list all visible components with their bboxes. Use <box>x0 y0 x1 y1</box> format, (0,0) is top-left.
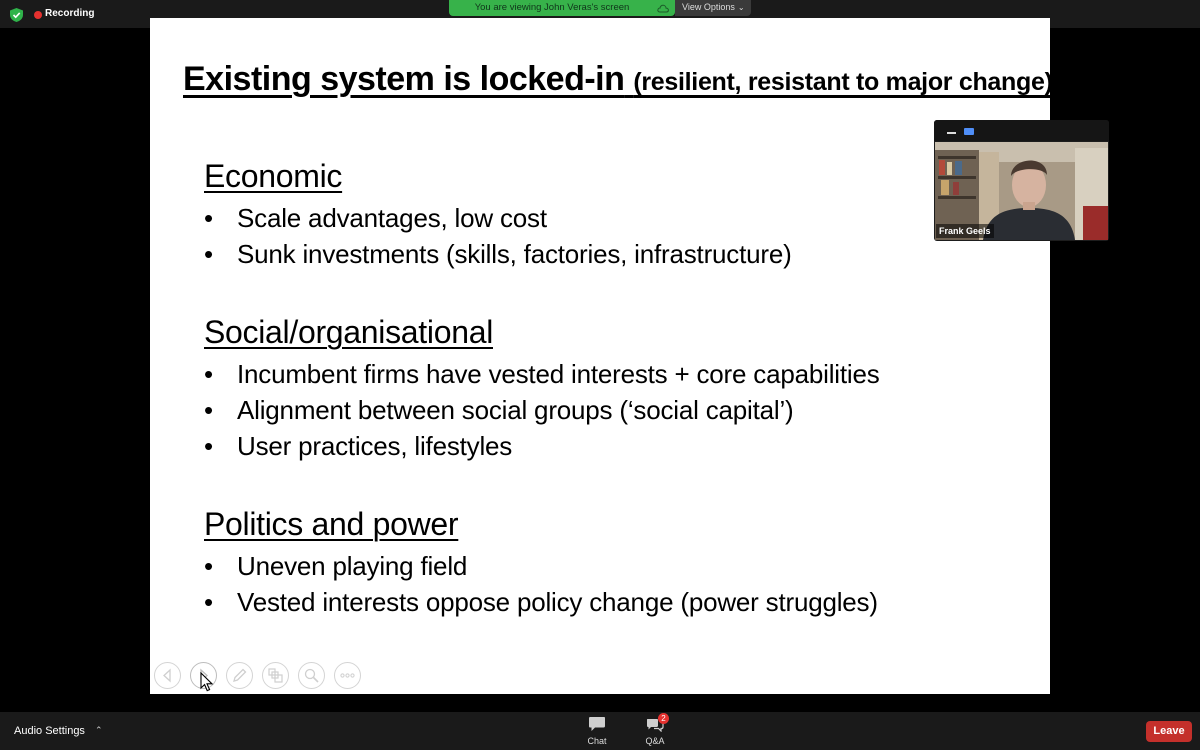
participant-name: Frank Geels <box>936 224 994 238</box>
security-shield-icon[interactable] <box>10 8 23 22</box>
maximize-icon[interactable] <box>964 128 974 135</box>
zoom-icon <box>303 667 320 684</box>
bullet-item <box>204 584 878 620</box>
bullet-text: Sunk investments (skills, factories, infrastructure) <box>237 239 792 269</box>
pen-icon <box>231 667 248 684</box>
view-options-button[interactable] <box>675 0 751 16</box>
cloud-icon <box>657 3 669 13</box>
section-heading: Social/organisational <box>204 314 493 350</box>
chevron-up-icon[interactable]: ⌃ <box>95 725 103 735</box>
qa-label: Q&A <box>645 736 665 746</box>
chat-icon <box>588 716 606 732</box>
qa-notification-badge: 2 <box>658 713 669 724</box>
slides-icon <box>267 667 284 684</box>
bullet-dot: • <box>204 587 213 617</box>
recording-dot-icon <box>34 11 42 19</box>
section-social <box>204 314 880 464</box>
audio-settings-button[interactable]: Audio Settings <box>14 725 85 737</box>
bullet-text: User practices, lifestyles <box>237 431 513 461</box>
bullet-item <box>204 236 792 272</box>
bullet-dot: • <box>204 431 213 461</box>
slide-title-sub: (resilient, resistant to major change) <box>633 68 1053 96</box>
bottom-toolbar <box>0 712 1200 750</box>
participant-video-tile[interactable] <box>934 120 1109 241</box>
more-options-button[interactable] <box>334 662 361 689</box>
bullet-text: Vested interests oppose policy change (power struggles) <box>237 587 878 617</box>
section-economic <box>204 158 792 272</box>
bullet-text: Scale advantages, low cost <box>237 203 547 233</box>
section-heading: Politics and power <box>204 506 459 542</box>
qa-button[interactable] <box>635 716 675 746</box>
bullet-dot: • <box>204 239 213 269</box>
shared-slide <box>150 18 1053 694</box>
more-icon <box>339 667 356 684</box>
screen-share-banner <box>449 0 675 16</box>
bullet-item <box>204 428 880 464</box>
bullet-text: Alignment between social groups (‘social capital’) <box>237 395 794 425</box>
bullet-text: Uneven playing field <box>237 551 468 581</box>
chevron-down-icon: ⌄ <box>737 3 745 12</box>
slide-title-main: Existing system is locked-in <box>183 60 625 98</box>
bullet-item <box>204 392 880 428</box>
zoom-button[interactable] <box>298 662 325 689</box>
mouse-cursor-icon <box>200 672 214 692</box>
leave-button[interactable]: Leave <box>1146 721 1192 742</box>
pen-tool-button[interactable] <box>226 662 253 689</box>
section-heading: Economic <box>204 158 343 194</box>
bullet-dot: • <box>204 203 213 233</box>
bullet-dot: • <box>204 359 213 389</box>
chat-button[interactable] <box>577 716 617 746</box>
bullet-item <box>204 548 878 584</box>
bullet-item <box>204 200 792 236</box>
slide-title <box>183 60 1053 99</box>
bullet-dot: • <box>204 551 213 581</box>
chat-label: Chat <box>587 736 607 746</box>
minimize-icon[interactable] <box>947 132 956 134</box>
screen-share-text: You are viewing John Veras's screen <box>474 2 630 13</box>
recording-label: Recording <box>45 8 95 19</box>
prev-slide-button[interactable] <box>154 662 181 689</box>
slides-overview-button[interactable] <box>262 662 289 689</box>
section-politics <box>204 506 878 620</box>
bullet-text: Incumbent firms have vested interests + core capabilities <box>237 359 880 389</box>
bullet-item <box>204 356 880 392</box>
view-options-label: View Options <box>682 2 735 12</box>
bullet-dot: • <box>204 395 213 425</box>
video-tile-header <box>934 120 1109 141</box>
prev-slide-icon <box>159 667 176 684</box>
